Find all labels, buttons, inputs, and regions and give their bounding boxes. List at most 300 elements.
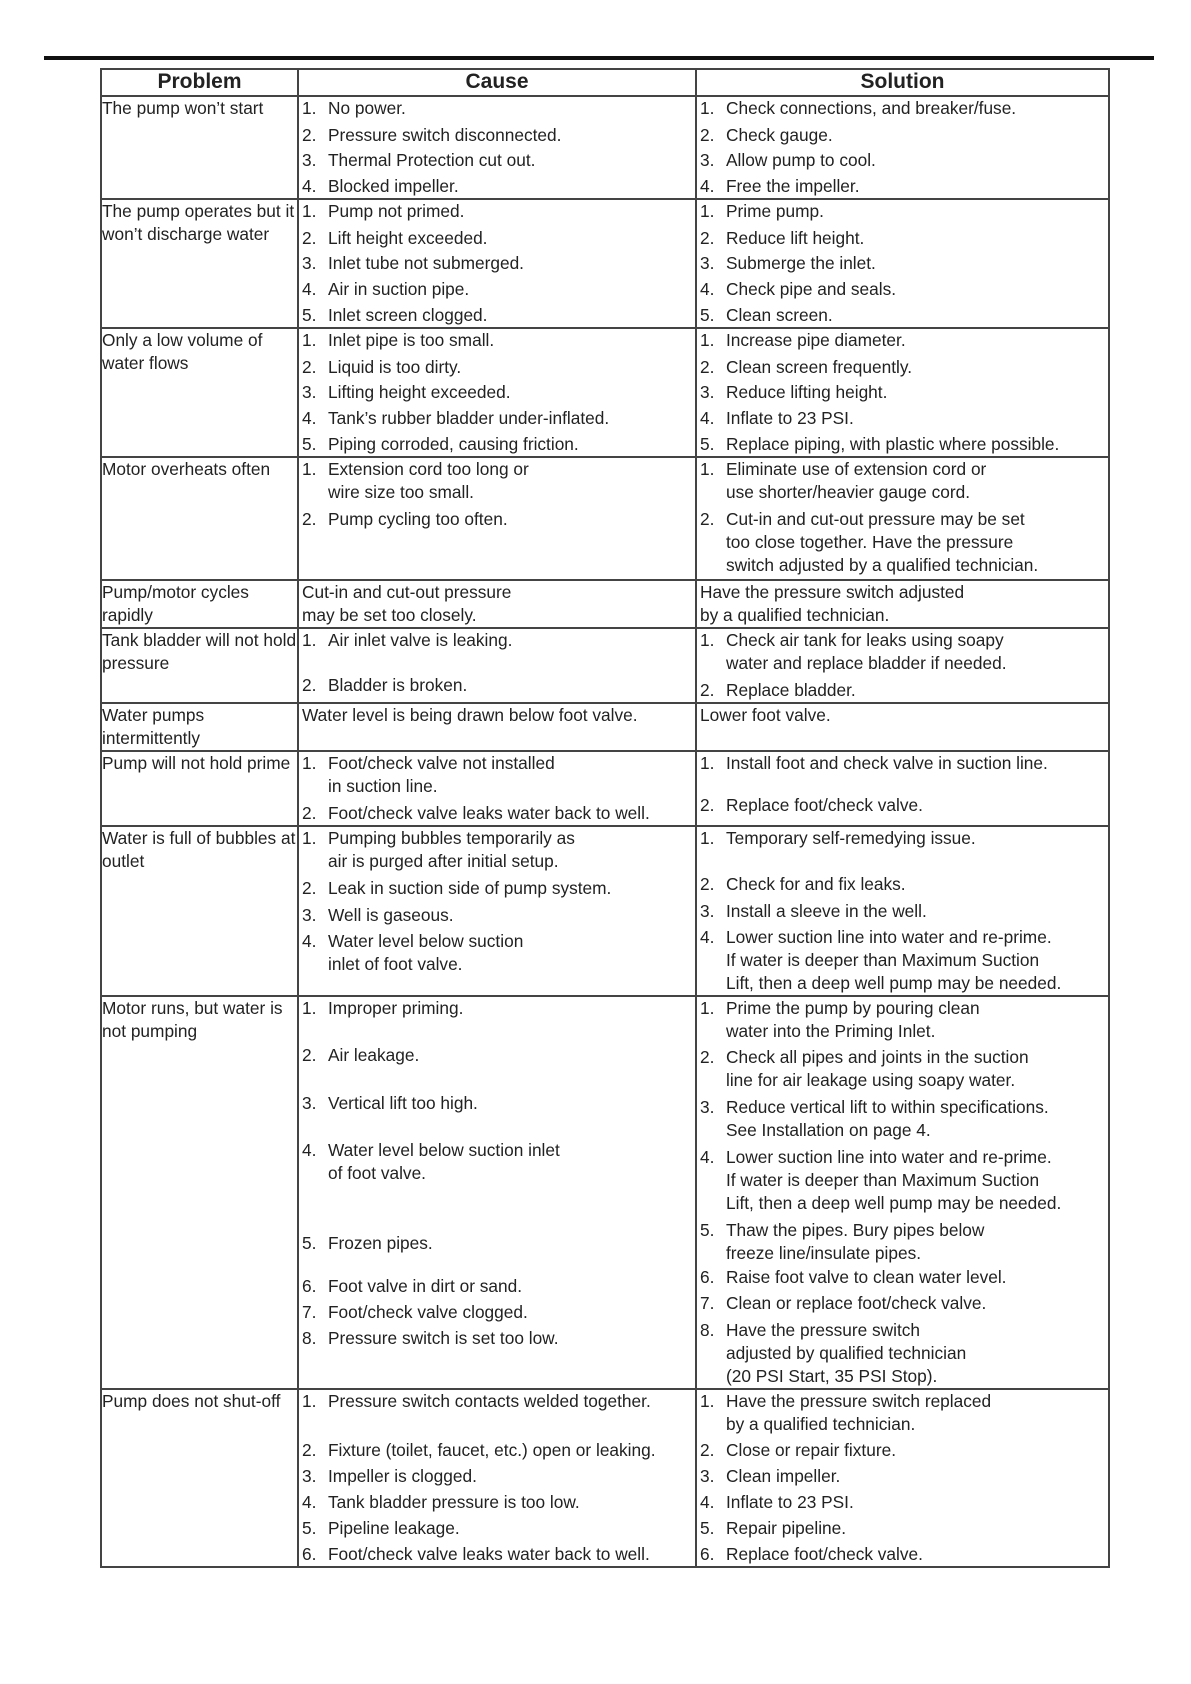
cause-item-line: No power. — [328, 98, 406, 118]
solution-item — [697, 1219, 1108, 1265]
solution-item-text — [726, 1046, 1108, 1092]
solution-item-line: by a qualified technician. — [700, 605, 890, 625]
cause-item — [299, 97, 695, 120]
table-row — [101, 96, 1109, 199]
solution-item-text — [726, 1096, 1108, 1142]
solution-item-line: Repair pipeline. — [726, 1518, 847, 1538]
cause-cell — [298, 628, 696, 703]
solution-item-text — [726, 1146, 1108, 1215]
cause-item-line: Liquid is too dirty. — [328, 357, 462, 377]
solution-item — [697, 124, 1108, 147]
solution-cell — [696, 580, 1109, 628]
cause-item-text — [328, 877, 695, 900]
solution-item-line: Replace foot/check valve. — [726, 795, 923, 815]
solution-item-line: Thaw the pipes. Bury pipes below — [726, 1220, 985, 1240]
solution-item-number: 4. — [700, 927, 715, 947]
cause-cell — [298, 457, 696, 580]
cause-item — [299, 1301, 695, 1324]
solution-cell — [696, 703, 1109, 751]
cause-item-number: 3. — [302, 1466, 317, 1486]
cause-item-number: 3. — [302, 905, 317, 925]
solution-item-text — [726, 252, 1108, 275]
solution-item-text — [726, 1439, 1108, 1462]
solution-item-text — [700, 581, 1108, 627]
cause-item — [299, 1139, 695, 1185]
solution-item-line: Replace piping, with plastic where possible. — [726, 434, 1060, 454]
solution-item-text — [726, 794, 1108, 817]
cause-item — [299, 508, 695, 531]
solution-item-text — [726, 278, 1108, 301]
table-row — [101, 751, 1109, 826]
cause-item — [299, 1465, 695, 1488]
problem-cell: Motor overheats often — [101, 457, 298, 580]
solution-item-line: Clean screen frequently. — [726, 357, 913, 377]
solution-item — [697, 97, 1108, 120]
solution-item-number: 3. — [700, 1097, 715, 1117]
cause-item-line: Inlet screen clogged. — [328, 305, 488, 325]
table-row — [101, 1389, 1109, 1567]
solution-item-line: Install foot and check valve in suction line. — [726, 753, 1048, 773]
solution-item-number: 2. — [700, 125, 715, 145]
cause-item-line: Cut-in and cut-out pressure — [302, 582, 512, 602]
cause-item-line: Pressure switch disconnected. — [328, 125, 562, 145]
solution-item-line: water into the Priming Inlet. — [726, 1021, 936, 1041]
solution-item-text — [726, 304, 1108, 327]
solution-item — [697, 1390, 1108, 1436]
solution-item-line: freeze line/insulate pipes. — [726, 1243, 922, 1263]
cause-item-text — [328, 629, 695, 652]
cause-item-line: Pipeline leakage. — [328, 1518, 460, 1538]
problem-cell: The pump operates but it won’t discharge water — [101, 199, 298, 328]
cause-item-line: Bladder is broken. — [328, 675, 468, 695]
cause-item-number: 2. — [302, 675, 317, 695]
solution-item-line: Check gauge. — [726, 125, 833, 145]
cause-cell — [298, 96, 696, 199]
solution-item — [697, 873, 1108, 896]
cause-item-number: 1. — [302, 98, 317, 118]
cause-item-number: 5. — [302, 434, 317, 454]
cause-item-line: Tank bladder pressure is too low. — [328, 1492, 580, 1512]
table-row — [101, 457, 1109, 580]
cause-item-line: Pump not primed. — [328, 201, 465, 221]
solution-item-line: Eliminate use of extension cord or — [726, 459, 987, 479]
solution-item-line: Allow pump to cool. — [726, 150, 876, 170]
solution-item-text — [726, 926, 1108, 995]
solution-item-text — [726, 1517, 1108, 1540]
cause-item-line: Fixture (toilet, faucet, etc.) open or leaking. — [328, 1440, 656, 1460]
cause-item — [299, 1275, 695, 1298]
cause-item-text — [328, 1301, 695, 1324]
solution-item-number: 5. — [700, 305, 715, 325]
cause-item-line: Air inlet valve is leaking. — [328, 630, 513, 650]
solution-cell — [696, 996, 1109, 1389]
cause-item — [299, 433, 695, 456]
cause-item-number: 1. — [302, 753, 317, 773]
cause-item-text — [328, 1491, 695, 1514]
cause-item-text — [328, 1439, 695, 1462]
cause-item-number: 5. — [302, 1233, 317, 1253]
cause-item-line: Air in suction pipe. — [328, 279, 470, 299]
cause-item — [299, 581, 695, 627]
solution-item-text — [726, 508, 1108, 577]
cause-item-text — [328, 1092, 695, 1115]
solution-item-text — [726, 124, 1108, 147]
solution-item-number: 1. — [700, 98, 715, 118]
cause-item — [299, 802, 695, 825]
cause-item — [299, 1491, 695, 1514]
cause-item-number: 5. — [302, 305, 317, 325]
solution-item-number: 1. — [700, 998, 715, 1018]
solution-item — [697, 304, 1108, 327]
solution-item-line: Raise foot valve to clean water level. — [726, 1267, 1007, 1287]
cause-item-text — [328, 433, 695, 456]
solution-item — [697, 278, 1108, 301]
solution-item-text — [726, 329, 1108, 352]
table-row — [101, 328, 1109, 457]
solution-item-line: Lift, then a deep well pump may be needed. — [726, 1193, 1062, 1213]
solution-item-text — [726, 356, 1108, 379]
cause-item-number: 6. — [302, 1544, 317, 1564]
solution-item — [697, 356, 1108, 379]
cause-item-line: Foot/check valve not installed — [328, 753, 555, 773]
cause-item — [299, 356, 695, 379]
cause-cell — [298, 580, 696, 628]
solution-item-text — [726, 1491, 1108, 1514]
problem-cell: The pump won’t start — [101, 96, 298, 199]
cause-item-text — [328, 278, 695, 301]
solution-item-line: Have the pressure switch adjusted — [700, 582, 965, 602]
cause-item-text — [328, 802, 695, 825]
cause-item — [299, 930, 695, 976]
solution-item — [697, 794, 1108, 817]
cause-item-line: Water level is being drawn below foot valve. — [302, 705, 638, 725]
cause-item-number: 4. — [302, 931, 317, 951]
solution-item-line: Increase pipe diameter. — [726, 330, 906, 350]
header-solution: Solution — [696, 69, 1109, 96]
cause-item-text — [328, 124, 695, 147]
solution-item-line: Reduce lifting height. — [726, 382, 888, 402]
solution-item-line: Check connections, and breaker/fuse. — [726, 98, 1017, 118]
solution-item-line: See Installation on page 4. — [726, 1120, 931, 1140]
cause-item-line: Blocked impeller. — [328, 176, 459, 196]
problem-cell: Water pumps intermittently — [101, 703, 298, 751]
solution-item-number: 2. — [700, 1440, 715, 1460]
solution-item-number: 6. — [700, 1267, 715, 1287]
solution-item-text — [726, 1319, 1108, 1388]
cause-item-line: Tank’s rubber bladder under-inflated. — [328, 408, 610, 428]
header-cause: Cause — [298, 69, 696, 96]
problem-cell: Motor runs, but water is not pumping — [101, 996, 298, 1389]
cause-item-line: Lifting height exceeded. — [328, 382, 511, 402]
solution-item-line: (20 PSI Start, 35 PSI Stop). — [726, 1366, 938, 1386]
header-problem: Problem — [101, 69, 298, 96]
cause-item-number: 2. — [302, 125, 317, 145]
solution-cell — [696, 328, 1109, 457]
solution-item-line: Check for and fix leaks. — [726, 874, 906, 894]
cause-item-line: in suction line. — [328, 776, 438, 796]
cause-item-line: Inlet pipe is too small. — [328, 330, 495, 350]
solution-item-line: Temporary self-remedying issue. — [726, 828, 976, 848]
solution-item-number: 2. — [700, 1047, 715, 1067]
cause-cell — [298, 199, 696, 328]
solution-item-number: 7. — [700, 1293, 715, 1313]
cause-item-line: Improper priming. — [328, 998, 464, 1018]
solution-item-line: Replace bladder. — [726, 680, 856, 700]
solution-cell — [696, 96, 1109, 199]
solution-item — [697, 175, 1108, 198]
solution-item — [697, 1096, 1108, 1142]
cause-item — [299, 629, 695, 652]
cause-item — [299, 252, 695, 275]
cause-item-number: 1. — [302, 1391, 317, 1411]
cause-item-line: of foot valve. — [328, 1163, 426, 1183]
solution-item-number: 4. — [700, 1147, 715, 1167]
solution-item — [697, 629, 1108, 675]
solution-item-number: 3. — [700, 253, 715, 273]
cause-item — [299, 904, 695, 927]
cause-item — [299, 329, 695, 352]
solution-item — [697, 252, 1108, 275]
solution-item-number: 2. — [700, 680, 715, 700]
problem-cell: Pump will not hold prime — [101, 751, 298, 826]
solution-item-line: If water is deeper than Maximum Suction — [726, 950, 1040, 970]
cause-item-text — [328, 356, 695, 379]
solution-item — [697, 227, 1108, 250]
cause-item — [299, 1439, 695, 1462]
cause-item-number: 2. — [302, 1045, 317, 1065]
cause-item — [299, 278, 695, 301]
solution-item-line: Reduce lift height. — [726, 228, 865, 248]
cause-item — [299, 1044, 695, 1067]
cause-item-line: Air leakage. — [328, 1045, 420, 1065]
cause-item-number: 8. — [302, 1328, 317, 1348]
solution-item-text — [726, 997, 1108, 1043]
cause-item-line: Water level below suction — [328, 931, 524, 951]
solution-item-number: 6. — [700, 1544, 715, 1564]
solution-item-number: 1. — [700, 201, 715, 221]
table-body — [101, 96, 1109, 1567]
cause-item-text — [328, 329, 695, 352]
cause-item-text — [328, 1044, 695, 1067]
solution-item-text — [726, 149, 1108, 172]
cause-item-number: 6. — [302, 1276, 317, 1296]
cause-item-text — [328, 1517, 695, 1540]
cause-item-line: wire size too small. — [328, 482, 474, 502]
solution-item-number: 1. — [700, 630, 715, 650]
solution-item — [697, 679, 1108, 702]
solution-item-line: Install a sleeve in the well. — [726, 901, 927, 921]
cause-item-line: Vertical lift too high. — [328, 1093, 478, 1113]
cause-item-number: 3. — [302, 382, 317, 402]
solution-item-text — [726, 381, 1108, 404]
cause-item-text — [328, 149, 695, 172]
cause-item-text — [328, 1390, 695, 1413]
solution-cell — [696, 826, 1109, 996]
cause-item-number: 2. — [302, 509, 317, 529]
solution-item-text — [726, 1465, 1108, 1488]
cause-item-number: 4. — [302, 408, 317, 428]
cause-item-text — [328, 1543, 695, 1566]
cause-item-line: Extension cord too long or — [328, 459, 529, 479]
cause-item-text — [328, 1275, 695, 1298]
cause-item-text — [328, 1465, 695, 1488]
solution-item-text — [726, 1292, 1108, 1315]
solution-item-line: Clean screen. — [726, 305, 833, 325]
problem-cell: Tank bladder will not hold pressure — [101, 628, 298, 703]
solution-item — [697, 149, 1108, 172]
solution-item-text — [700, 704, 1108, 727]
solution-item-text — [726, 1266, 1108, 1289]
cause-item-line: Pressure switch contacts welded together. — [328, 1391, 651, 1411]
solution-item-line: Lower suction line into water and re-prime. — [726, 1147, 1052, 1167]
cause-item-text — [328, 252, 695, 275]
cause-item-text — [302, 581, 695, 627]
cause-item-line: may be set too closely. — [302, 605, 477, 625]
solution-item-line: Replace foot/check valve. — [726, 1544, 923, 1564]
solution-item-line: Cut-in and cut-out pressure may be set — [726, 509, 1025, 529]
cause-item-line: Leak in suction side of pump system. — [328, 878, 612, 898]
solution-item — [697, 508, 1108, 577]
cause-item-number: 4. — [302, 1492, 317, 1512]
solution-item-number: 2. — [700, 509, 715, 529]
solution-item-line: If water is deeper than Maximum Suction — [726, 1170, 1040, 1190]
solution-item-line: Free the impeller. — [726, 176, 860, 196]
cause-item-text — [328, 97, 695, 120]
solution-item-number: 5. — [700, 434, 715, 454]
solution-item-line: too close together. Have the pressure — [726, 532, 1014, 552]
solution-item-line: Check pipe and seals. — [726, 279, 897, 299]
solution-item-text — [726, 1543, 1108, 1566]
cause-item-number: 1. — [302, 201, 317, 221]
table-row — [101, 996, 1109, 1389]
cause-item-text — [328, 997, 695, 1020]
cause-cell — [298, 826, 696, 996]
cause-item-number: 5. — [302, 1518, 317, 1538]
cause-item — [299, 1232, 695, 1255]
cause-item-number: 1. — [302, 459, 317, 479]
solution-item-line: adjusted by qualified technician — [726, 1343, 967, 1363]
cause-item-line: Inlet tube not submerged. — [328, 253, 524, 273]
cause-item-line: Lift height exceeded. — [328, 228, 488, 248]
solution-item-line: Check air tank for leaks using soapy — [726, 630, 1004, 650]
solution-item-number: 3. — [700, 1466, 715, 1486]
solution-item — [697, 458, 1108, 504]
cause-item-line: Foot valve in dirt or sand. — [328, 1276, 523, 1296]
solution-item — [697, 1491, 1108, 1514]
problem-cell: Pump does not shut-off — [101, 1389, 298, 1567]
solution-item-text — [726, 433, 1108, 456]
cause-item-line: Foot/check valve clogged. — [328, 1302, 528, 1322]
cause-item-text — [328, 674, 695, 697]
cause-item — [299, 175, 695, 198]
solution-item-number: 2. — [700, 795, 715, 815]
solution-item-line: use shorter/heavier gauge cord. — [726, 482, 971, 502]
solution-item-line: water and replace bladder if needed. — [726, 653, 1007, 673]
cause-cell — [298, 328, 696, 457]
solution-item-text — [726, 227, 1108, 250]
solution-item-number: 1. — [700, 753, 715, 773]
cause-item — [299, 407, 695, 430]
cause-item — [299, 752, 695, 798]
cause-item-number: 7. — [302, 1302, 317, 1322]
solution-item-number: 1. — [700, 828, 715, 848]
solution-item-line: by a qualified technician. — [726, 1414, 916, 1434]
cause-item-line: Well is gaseous. — [328, 905, 454, 925]
cause-item-line: Foot/check valve leaks water back to well. — [328, 1544, 650, 1564]
cause-item — [299, 458, 695, 504]
solution-item-line: Lower suction line into water and re-prime. — [726, 927, 1052, 947]
solution-item-line: Have the pressure switch replaced — [726, 1391, 992, 1411]
cause-item-line: air is purged after initial setup. — [328, 851, 559, 871]
solution-item-number: 3. — [700, 150, 715, 170]
solution-item — [697, 1266, 1108, 1289]
solution-item-text — [726, 458, 1108, 504]
solution-item-line: Inflate to 23 PSI. — [726, 1492, 854, 1512]
cause-item-number: 3. — [302, 1093, 317, 1113]
solution-item-text — [726, 679, 1108, 702]
solution-item-line: Clean or replace foot/check valve. — [726, 1293, 987, 1313]
solution-cell — [696, 628, 1109, 703]
solution-item-text — [726, 629, 1108, 675]
cause-item-number: 3. — [302, 150, 317, 170]
cause-item-text — [328, 200, 695, 223]
cause-item — [299, 674, 695, 697]
cause-item-number: 4. — [302, 279, 317, 299]
solution-item — [697, 1292, 1108, 1315]
cause-item — [299, 877, 695, 900]
cause-item-line: Frozen pipes. — [328, 1233, 433, 1253]
solution-item — [697, 1146, 1108, 1215]
solution-item-number: 1. — [700, 1391, 715, 1411]
solution-cell — [696, 1389, 1109, 1567]
cause-item-number: 2. — [302, 1440, 317, 1460]
solution-item-line: Close or repair fixture. — [726, 1440, 896, 1460]
table-row — [101, 703, 1109, 751]
cause-item-text — [328, 1139, 695, 1185]
cause-item-number: 4. — [302, 1140, 317, 1160]
cause-item — [299, 704, 695, 727]
solution-item — [697, 997, 1108, 1043]
cause-item — [299, 149, 695, 172]
cause-item-text — [328, 407, 695, 430]
solution-item — [697, 433, 1108, 456]
cause-item — [299, 1327, 695, 1350]
solution-item-number: 1. — [700, 330, 715, 350]
solution-item-text — [726, 873, 1108, 896]
solution-item-line: Submerge the inlet. — [726, 253, 876, 273]
cause-item-text — [302, 704, 695, 727]
solution-item-line: Prime the pump by pouring clean — [726, 998, 980, 1018]
cause-item-line: inlet of foot valve. — [328, 954, 463, 974]
cause-item-line: Thermal Protection cut out. — [328, 150, 536, 170]
cause-item-text — [328, 381, 695, 404]
solution-item-line: Reduce vertical lift to within specifications. — [726, 1097, 1049, 1117]
solution-item-text — [726, 1390, 1108, 1436]
problem-cell: Pump/motor cycles rapidly — [101, 580, 298, 628]
solution-item — [697, 200, 1108, 223]
cause-item-text — [328, 304, 695, 327]
cause-item-text — [328, 508, 695, 531]
solution-item-number: 1. — [700, 459, 715, 479]
cause-cell — [298, 1389, 696, 1567]
solution-item-number: 2. — [700, 874, 715, 894]
solution-item-number: 3. — [700, 382, 715, 402]
solution-item-text — [726, 752, 1108, 775]
solution-cell — [696, 199, 1109, 328]
cause-item — [299, 124, 695, 147]
cause-item-number: 2. — [302, 803, 317, 823]
solution-item-number: 2. — [700, 357, 715, 377]
